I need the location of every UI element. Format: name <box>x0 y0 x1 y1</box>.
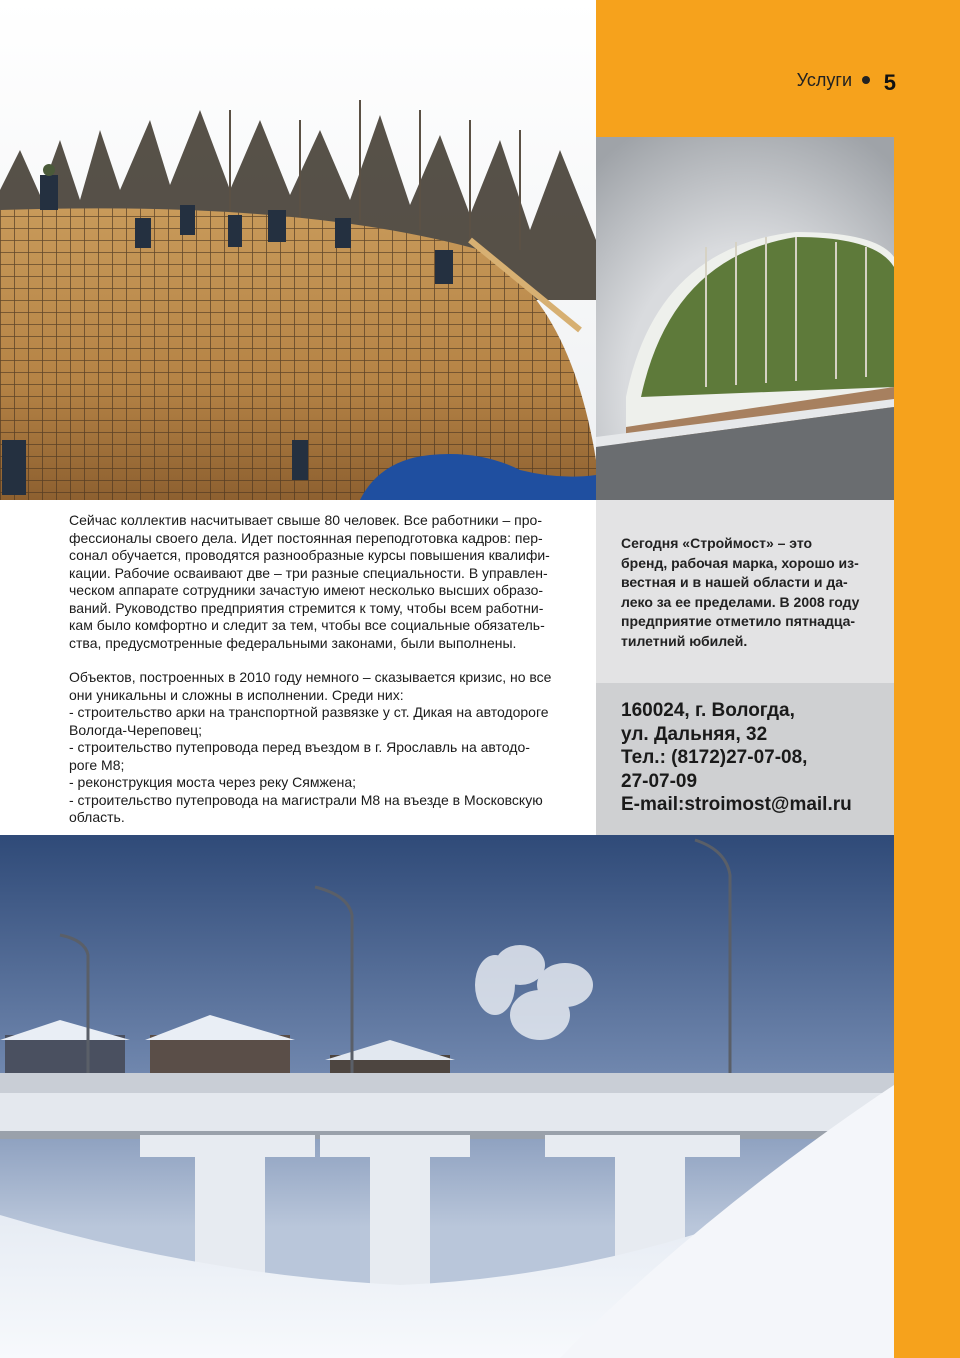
quote-text <box>621 534 881 651</box>
page-header <box>797 70 880 91</box>
arch-construction-photo <box>0 0 596 500</box>
text-line: - строительство арки на транспортной развязке у ст. Дикая на автодороге <box>69 704 549 720</box>
article-paragraph-2 <box>69 669 574 827</box>
phone-line: Тел.: (8172)27-07-08, <box>621 747 808 768</box>
text-line: Сейчас коллектив насчитывает свыше 80 человек. Все работники – про- <box>69 512 542 528</box>
quote-line: леко за ее пределами. В 2008 году <box>621 593 860 610</box>
text-line: - строительство путепровода на магистрали М8 на въезде в Московскую <box>69 791 543 808</box>
text-line: сонал обучается, проводятся разнообразные курсы повышения квалифи- <box>69 547 550 563</box>
text-line: они уникальны и сложны в исполнении. Среди них: <box>69 686 404 703</box>
quote-box <box>596 500 894 683</box>
quote-line: Сегодня «Строймост» – это <box>621 535 813 551</box>
text-line: Вологда-Череповец; <box>69 721 203 738</box>
text-line: - строительство путепровода перед въездом в г. Ярославль на автодо- <box>69 739 530 755</box>
contact-info <box>621 699 891 817</box>
email-link[interactable]: E-mail:stroimost@mail.ru <box>621 794 852 815</box>
address-line: ул. Дальняя, 32 <box>621 723 768 745</box>
section-title: Услуги <box>796 70 852 90</box>
text-line: область. <box>69 809 125 825</box>
quote-line: бренд, рабочая марка, хорошо из- <box>621 554 859 571</box>
text-line: Объектов, построенных в 2010 году немного – сказывается кризис, но все <box>69 669 552 685</box>
text-line: кам было комфортно и следит за тем, чтобы все социальные обязатель- <box>69 617 545 633</box>
text-line: - реконструкция моста через реку Сямжена; <box>69 774 357 790</box>
text-line: кации. Рабочие осваивают две – три разные специальности. В управлен- <box>69 564 548 581</box>
quote-line: предприятие отметило пятнадца- <box>621 613 856 629</box>
quote-line: вестная и в нашей области и да- <box>621 574 848 590</box>
article-paragraph-1 <box>69 512 574 652</box>
bullet-icon <box>862 76 870 84</box>
text-line: ства, предусмотренные федеральными законами, были выполнены. <box>69 634 517 651</box>
contact-box <box>596 683 894 835</box>
phone-line: 27-07-09 <box>621 770 698 792</box>
bridge-photo <box>0 835 894 1358</box>
text-line: фессионалы своего дела. Идет постоянная переподготовка кадров: пер- <box>69 529 543 546</box>
text-line: ческом аппарате сотрудники зачастую имеют несколько высших образо- <box>69 582 544 598</box>
text-line: ваний. Руководство предприятия стремится к тому, чтобы всем работни- <box>69 599 544 616</box>
tunnel-photo <box>596 137 894 500</box>
page-number: 5 <box>883 70 896 95</box>
quote-line: тилетний юбилей. <box>621 632 748 649</box>
address-line: 160024, г. Вологда, <box>621 700 795 721</box>
text-line: роге М8; <box>69 756 125 773</box>
